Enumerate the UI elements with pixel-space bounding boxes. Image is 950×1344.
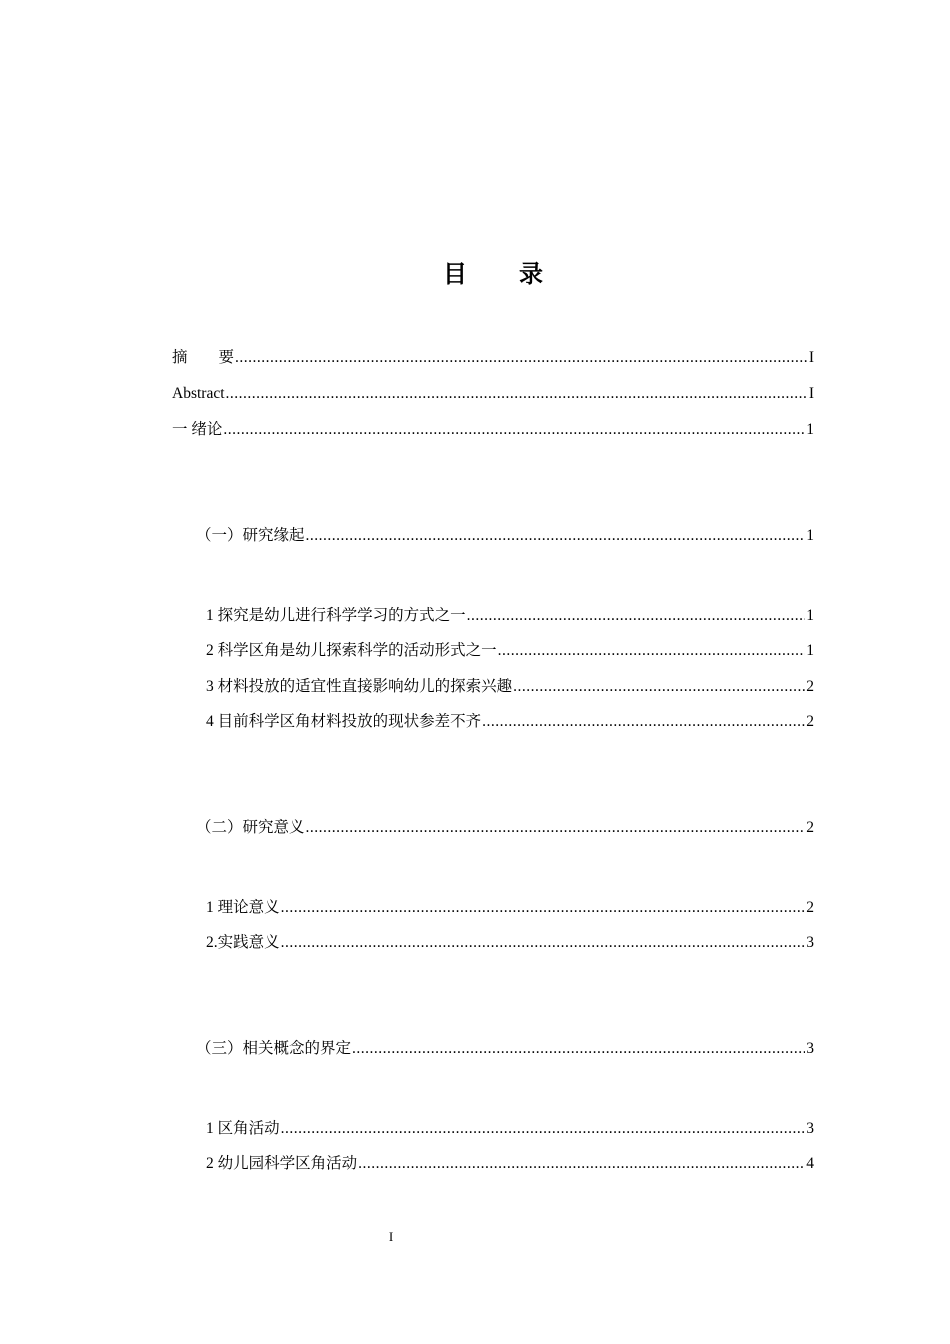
- toc-entry-page: I: [808, 385, 814, 402]
- toc-entry-1-3[interactable]: [206, 677, 814, 697]
- toc-entry-label: Abstract: [172, 385, 225, 402]
- toc-leader-dots: [513, 677, 805, 697]
- toc-leader-dots: [281, 1119, 806, 1139]
- toc-entry-label: 2.实践意义: [206, 934, 280, 951]
- toc-entry-page: 1: [806, 421, 814, 438]
- toc-entry-page: 3: [806, 1040, 814, 1057]
- toc-entry-1-4[interactable]: [206, 712, 814, 732]
- toc-entry-label: 一 绪论: [172, 421, 223, 438]
- toc-entry-page: 2: [806, 899, 814, 916]
- toc-leader-dots: [226, 384, 808, 404]
- toc-leader-dots: [482, 712, 805, 732]
- toc-leader-dots: [223, 420, 805, 440]
- toc-leader-dots: [281, 898, 806, 918]
- toc-entry-label: 4 目前科学区角材料投放的现状参差不齐: [206, 713, 482, 730]
- toc-entry-page: 3: [806, 1120, 814, 1137]
- toc-entry-label: 1 探究是幼儿进行科学学习的方式之一: [206, 607, 466, 624]
- toc-leader-dots: [467, 606, 806, 626]
- toc-entry-2-2[interactable]: [206, 933, 814, 953]
- toc-leader-dots: [498, 641, 806, 661]
- toc-entry-page: 4: [806, 1155, 814, 1172]
- toc-title-char-1: 目: [443, 260, 467, 288]
- toc-entry-1-2[interactable]: [206, 641, 814, 661]
- toc-entry-introduction[interactable]: [172, 420, 814, 440]
- toc-leader-dots: [306, 526, 806, 546]
- toc-entry-page: 2: [806, 678, 814, 695]
- toc-leader-dots: [281, 933, 806, 953]
- toc-entry-label: （二）研究意义: [196, 819, 305, 836]
- toc-entry-page: 1: [806, 527, 814, 544]
- toc-entry-label: （一）研究缘起: [196, 527, 305, 544]
- toc-entry-label: 2 科学区角是幼儿探索科学的活动形式之一: [206, 642, 497, 659]
- toc-entry-section-1[interactable]: [196, 526, 814, 546]
- toc-entry-abstract-cn[interactable]: [172, 348, 814, 368]
- toc-entry-page: 2: [806, 819, 814, 836]
- toc-entry-label: 3 材料投放的适宜性直接影响幼儿的探索兴趣: [206, 678, 513, 695]
- page-number-footer: I: [388, 1229, 394, 1244]
- toc-entry-label: 摘 要: [172, 349, 235, 366]
- toc-entry-label: 1 区角活动: [206, 1120, 280, 1137]
- toc-entry-label: 2 幼儿园科学区角活动: [206, 1155, 358, 1172]
- toc-entry-section-2[interactable]: [196, 818, 814, 838]
- toc-entry-page: 1: [806, 607, 814, 624]
- toc-leader-dots: [235, 348, 808, 368]
- toc-leader-dots: [358, 1154, 805, 1174]
- toc-entry-2-1[interactable]: [206, 898, 814, 918]
- toc-leader-dots: [352, 1039, 805, 1059]
- toc-entry-section-3[interactable]: [196, 1039, 814, 1059]
- toc-entry-abstract-en[interactable]: [172, 384, 814, 404]
- toc-entry-label: 1 理论意义: [206, 899, 280, 916]
- toc-title: [0, 254, 950, 289]
- toc-title-char-2: 录: [519, 260, 543, 288]
- toc-entry-page: 2: [806, 713, 814, 730]
- toc-entry-3-1[interactable]: [206, 1119, 814, 1139]
- toc-entry-page: 1: [806, 642, 814, 659]
- toc-entry-label: （三）相关概念的界定: [196, 1040, 352, 1057]
- toc-entry-page: 3: [806, 934, 814, 951]
- toc-leader-dots: [306, 818, 806, 838]
- toc-entry-1-1[interactable]: [206, 606, 814, 626]
- toc-entry-page: I: [808, 349, 814, 366]
- toc-entry-3-2[interactable]: [206, 1154, 814, 1174]
